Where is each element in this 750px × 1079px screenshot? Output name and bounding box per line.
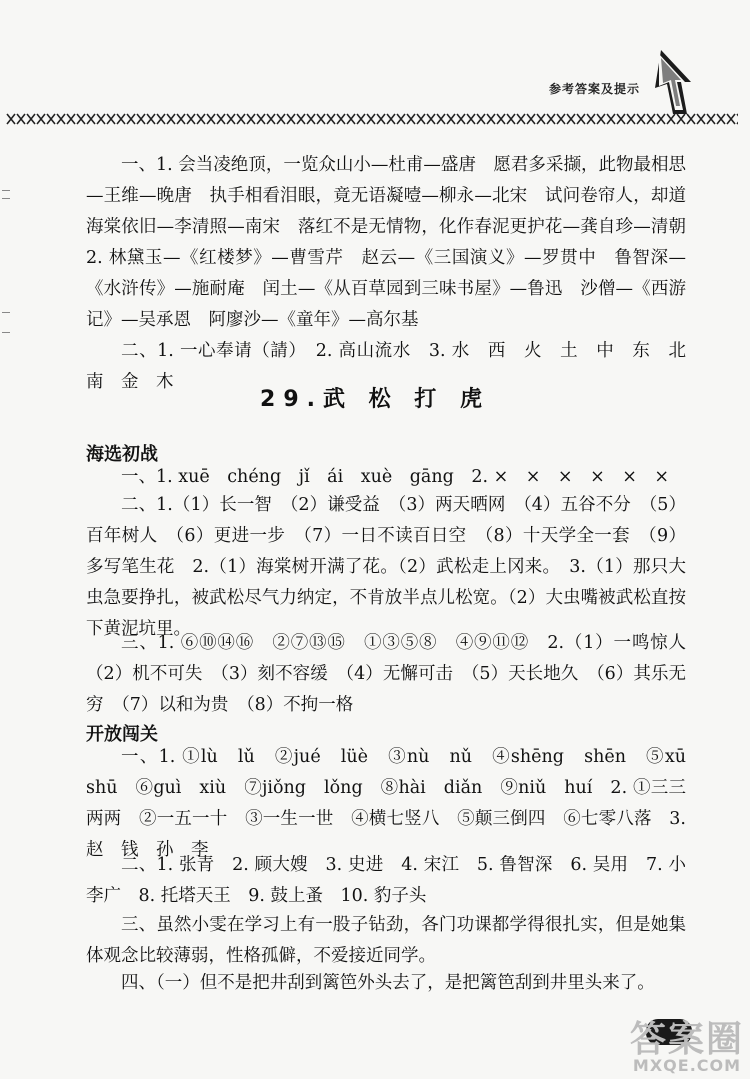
decorative-border — [6, 112, 738, 126]
s2-para-1: 一、1. ①lù lǔ ②jué lüè ③nù nǔ ④shēng shēn ⑤xū shū ⑥guì xiù ⑦jiǒng lǒng ⑧hài diǎn ⑨niǔ huí 2. ①三三两两 ②一五一十 ③一生一世 ④横七竖八 ⑤颠三倒四 ⑥七零八落 3. 赵 钱 孙 李 — [86, 747, 704, 860]
s1-para-1: 一、1. xuē chéng jǐ ái xuè gāng 2. × × × × × × — [121, 467, 670, 487]
s1-para-2: 二、1.（1）长一智 （2）谦受益 （3）两天晒网 （4）五谷不分 （5）百年树人 （6）更进一步 （7）一日不读百日空 （8）十天学全一套 （9）多写笔生花 2.（1）海棠树开满了花。（2）武松走上冈来。 3.（1）那只大虫急要挣扎，被武松尽气力纳定，不肯放半点儿松宽。（2）大虫嘴被武松直按下黄泥坑里。 — [86, 495, 686, 639]
running-header: 参考答案及提示 — [548, 82, 640, 96]
answer-block-2: 二、1. 一心奉请（請） 2. 高山流水 3. 水 西 火 土 中 东 北 南 金 木 — [86, 341, 704, 392]
s1-para-3: 三、1. ⑥⑩⑭⑯ ②⑦⑬⑮ ①③⑤⑧ ④⑨⑪⑫ 2.（1）一鸣惊人 （2）机不可失 （3）刻不容缓 （4）无懈可击 （5）天长地久 （6）其乐无穷 （7）以和为贵 （8）不拘一格 — [86, 633, 704, 715]
s2-para-4: 四、（一）但不是把井刮到篱笆外头去了，是把篱笆刮到井里头来了。 — [121, 973, 655, 993]
section-heading-haixuan: 海选初战 — [86, 444, 158, 465]
s2-para-2: 二、1. 张青 2. 顾大嫂 3. 史进 4. 宋江 5. 鲁智深 6. 吴用 7. 小李广 8. 托塔天王 9. 鼓上蚤 10. 豹子头 — [86, 855, 686, 906]
arrow-icon — [647, 48, 695, 118]
s2-para-3: 三、虽然小雯在学习上有一股子钻劲，各门功课都学得很扎实，但是她集体观念比较薄弱，性格孤僻，不爱接近同学。 — [86, 915, 686, 966]
section-heading-kaifang: 开放闯关 — [86, 724, 158, 745]
watermark-url: MXQE.COM — [632, 1056, 742, 1075]
watermark-logo-text: 答案圈 — [629, 1019, 744, 1060]
answer-block-1: 一、1. 会当凌绝顶，一览众山小—杜甫—盛唐 愿君多采撷，此物最相思—王维—晚唐 执手相看泪眼，竟无语凝噎—柳永—北宋 试问卷帘人，却道海棠依旧—李清照—南宋 落红不是无情物，化作春泥更护花—龚自珍—清朝 2. 林黛玉—《红楼梦》—曹雪芹 赵云—《三国演义》—罗贯中 鲁智深—《水浒传》—施耐庵 闰土—《从百草园到三味书屋》—鲁迅 沙僧—《西游记》—吴承恩 阿廖沙—《童年》—高尔基 — [86, 155, 704, 330]
lesson-title: 29.武 松 打 虎 — [260, 387, 490, 412]
watermark — [630, 1011, 744, 1075]
